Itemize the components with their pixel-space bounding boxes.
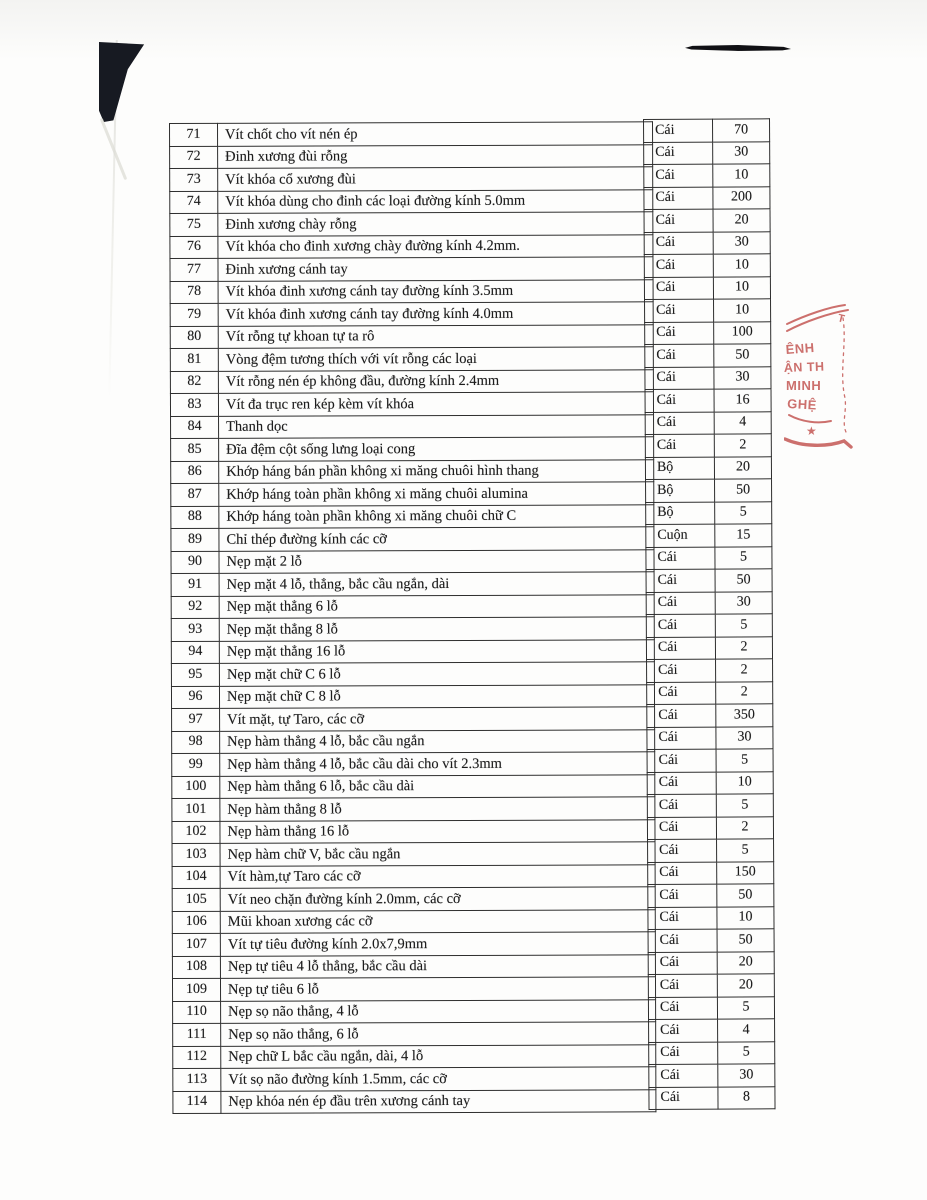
table-row xyxy=(172,729,655,753)
description-cell: Vít sọ não đường kính 1.5mm, các cỡ xyxy=(221,1067,656,1091)
items-table-units xyxy=(643,118,776,1110)
table-row-units xyxy=(647,771,773,794)
row-number-cell: 113 xyxy=(173,1068,221,1091)
unit-cell: Bộ xyxy=(645,457,714,480)
description-cell: Nẹp mặt 4 lỗ, thẳng, bắc cầu ngắn, dài xyxy=(219,572,654,596)
quantity-cell: 10 xyxy=(714,299,771,322)
table-row-units xyxy=(647,726,773,749)
table-row xyxy=(170,189,653,213)
quantity-cell: 20 xyxy=(713,209,770,232)
stamp-top-char: T xyxy=(836,312,846,326)
table-row xyxy=(171,639,654,663)
unit-cell: Cái xyxy=(645,412,714,435)
table-row-units xyxy=(647,749,773,772)
description-cell: Nẹp hàm thẳng 4 lỗ, bắc cầu dài cho vít 2.3mm xyxy=(220,752,655,776)
description-cell: Nẹp mặt thẳng 6 lỗ xyxy=(219,594,654,618)
table-row xyxy=(173,999,656,1023)
table-row xyxy=(172,774,655,798)
table-row-units xyxy=(645,434,771,457)
unit-cell: Cái xyxy=(646,547,715,570)
table-row xyxy=(171,594,654,618)
unit-cell: Cái xyxy=(646,637,715,660)
quantity-cell: 10 xyxy=(713,276,770,299)
table-row xyxy=(170,279,653,303)
table-row-units xyxy=(644,186,770,209)
quantity-cell: 20 xyxy=(717,974,774,997)
table-row xyxy=(171,414,654,438)
description-cell: Nẹp mặt chữ C 8 lỗ xyxy=(219,684,654,708)
description-cell: Nẹp hàm thẳng 6 lỗ, bắc cầu dài xyxy=(220,774,655,798)
row-number-cell: 105 xyxy=(172,888,220,911)
table-row xyxy=(172,864,655,888)
table-row-units xyxy=(645,411,771,434)
description-cell: Vít mặt, tự Taro, các cỡ xyxy=(220,707,655,731)
description-cell: Khớp háng toàn phần không xi măng chuôi chữ C xyxy=(219,504,654,528)
unit-cell: Cái xyxy=(648,974,717,997)
quantity-cell: 50 xyxy=(717,884,774,907)
table-row-units xyxy=(649,1019,775,1042)
row-number-cell: 101 xyxy=(172,798,220,821)
table-row-units xyxy=(648,906,774,929)
unit-cell: Cái xyxy=(645,367,714,390)
scan-corner-artifact xyxy=(99,42,147,122)
table-row-units xyxy=(646,479,772,502)
description-cell: Vít khóa cho đinh xương chày đường kính 4.2mm. xyxy=(218,234,653,258)
table-row xyxy=(171,549,654,573)
red-stamp xyxy=(784,294,868,458)
table-row xyxy=(172,887,655,911)
description-cell: Chỉ thép đường kính các cỡ xyxy=(219,527,654,551)
row-number-cell: 88 xyxy=(171,506,219,529)
description-cell: Nẹp hàm thẳng 4 lỗ, bắc cầu ngắn xyxy=(220,729,655,753)
quantity-cell: 50 xyxy=(715,479,772,502)
row-number-cell: 108 xyxy=(172,956,220,979)
description-cell: Đĩa đệm cột sống lưng loại cong xyxy=(219,437,654,461)
description-cell: Vít hàm,tự Taro các cỡ xyxy=(220,864,655,888)
quantity-cell: 2 xyxy=(716,816,773,839)
row-number-cell: 76 xyxy=(170,236,218,259)
quantity-cell: 20 xyxy=(717,951,774,974)
row-number-cell: 111 xyxy=(173,1023,221,1046)
unit-cell: Cái xyxy=(649,1087,718,1110)
unit-cell: Cái xyxy=(647,772,716,795)
quantity-cell: 5 xyxy=(715,614,772,637)
unit-cell: Cái xyxy=(645,389,714,412)
row-number-cell: 79 xyxy=(170,303,218,326)
unit-cell: Cái xyxy=(647,704,716,727)
table-row xyxy=(172,797,655,821)
stamp-text-fragment: ÊNH xyxy=(785,340,816,357)
quantity-cell: 30 xyxy=(713,231,770,254)
table-row xyxy=(172,932,655,956)
quantity-cell: 16 xyxy=(714,389,771,412)
table-row-units xyxy=(646,546,772,569)
quantity-cell: 10 xyxy=(713,254,770,277)
unit-cell: Cái xyxy=(644,232,713,255)
table-row-units xyxy=(645,366,771,389)
unit-cell: Cái xyxy=(647,749,716,772)
row-number-cell: 71 xyxy=(170,123,218,146)
table-row-units xyxy=(645,389,771,412)
unit-cell: Cái xyxy=(649,1019,718,1042)
table-row xyxy=(171,617,654,641)
table-row-units xyxy=(648,996,774,1019)
table-row xyxy=(173,1044,656,1068)
row-number-cell: 90 xyxy=(171,551,219,574)
table-row-units xyxy=(644,254,770,277)
row-number-cell: 98 xyxy=(172,731,220,754)
row-number-cell: 114 xyxy=(173,1091,221,1114)
description-cell: Nẹp chữ L bắc cầu ngắn, dài, 4 lỗ xyxy=(221,1044,656,1068)
table-row-units xyxy=(644,276,770,299)
table-row xyxy=(170,302,653,326)
table-row-units xyxy=(646,569,772,592)
unit-cell: Cái xyxy=(647,659,716,682)
table-row-units xyxy=(648,861,774,884)
row-number-cell: 80 xyxy=(170,326,218,349)
unit-cell: Cái xyxy=(648,997,717,1020)
table-row xyxy=(173,1089,656,1113)
description-cell: Vít chốt cho vít nén ép xyxy=(218,122,653,146)
description-cell: Nẹp hàm thẳng 8 lỗ xyxy=(220,797,655,821)
table-row xyxy=(170,167,653,191)
table-row-units xyxy=(644,209,770,232)
description-cell: Vít rỗng tự khoan tự ta rô xyxy=(218,324,653,348)
quantity-cell: 50 xyxy=(715,569,772,592)
unit-cell: Cái xyxy=(646,569,715,592)
table-row-units xyxy=(648,839,774,862)
quantity-cell: 5 xyxy=(718,1041,775,1064)
unit-cell: Cái xyxy=(644,142,713,165)
row-number-cell: 102 xyxy=(172,821,220,844)
description-cell: Nẹp hàm chữ V, bắc cầu ngắn xyxy=(220,842,655,866)
table-row xyxy=(172,842,655,866)
row-number-cell: 97 xyxy=(172,708,220,731)
description-cell: Nẹp mặt thẳng 8 lỗ xyxy=(219,617,654,641)
table-row-units xyxy=(647,659,773,682)
table-row-units xyxy=(644,231,770,254)
quantity-cell: 350 xyxy=(716,704,773,727)
table-row-units xyxy=(644,119,770,142)
description-cell: Thanh dọc xyxy=(219,414,654,438)
table-row xyxy=(170,212,653,236)
row-number-cell: 73 xyxy=(170,168,218,191)
unit-cell: Bộ xyxy=(646,502,715,525)
row-number-cell: 89 xyxy=(171,528,219,551)
row-number-cell: 93 xyxy=(171,618,219,641)
quantity-cell: 5 xyxy=(716,749,773,772)
quantity-cell: 30 xyxy=(715,591,772,614)
description-cell: Mũi khoan xương các cỡ xyxy=(220,909,655,933)
unit-cell: Cái xyxy=(646,614,715,637)
description-cell: Nẹp sọ não thẳng, 4 lỗ xyxy=(221,999,656,1023)
table-row xyxy=(170,369,653,393)
quantity-cell: 8 xyxy=(718,1086,775,1109)
description-cell: Nẹp mặt chữ C 6 lỗ xyxy=(219,662,654,686)
row-number-cell: 86 xyxy=(171,461,219,484)
table-row-units xyxy=(645,344,771,367)
scan-bar-artifact xyxy=(685,45,791,52)
row-number-cell: 107 xyxy=(172,933,220,956)
unit-cell: Cái xyxy=(647,817,716,840)
quantity-cell: 5 xyxy=(715,546,772,569)
table-row-units xyxy=(649,1064,775,1087)
table-row-units xyxy=(646,591,772,614)
row-number-cell: 92 xyxy=(171,596,219,619)
unit-cell: Cái xyxy=(645,434,714,457)
table-row-units xyxy=(647,704,773,727)
unit-cell: Cái xyxy=(648,907,717,930)
description-cell: Nẹp hàm thẳng 16 lỗ xyxy=(220,819,655,843)
quantity-cell: 2 xyxy=(716,681,773,704)
row-number-cell: 77 xyxy=(170,258,218,281)
quantity-cell: 100 xyxy=(714,321,771,344)
quantity-cell: 10 xyxy=(713,164,770,187)
quantity-cell: 70 xyxy=(713,119,770,142)
unit-cell: Cái xyxy=(644,119,713,142)
row-number-cell: 83 xyxy=(170,393,218,416)
unit-cell: Cái xyxy=(648,884,717,907)
quantity-cell: 2 xyxy=(716,659,773,682)
unit-cell: Cái xyxy=(647,682,716,705)
row-number-cell: 96 xyxy=(171,686,219,709)
unit-cell: Cái xyxy=(645,344,714,367)
quantity-cell: 5 xyxy=(716,794,773,817)
quantity-cell: 30 xyxy=(716,726,773,749)
stamp-text-fragment: GHỆ xyxy=(786,396,818,413)
quantity-cell: 4 xyxy=(714,411,771,434)
unit-cell: Cái xyxy=(644,187,713,210)
quantity-cell: 5 xyxy=(717,839,774,862)
table-row xyxy=(171,662,654,686)
row-number-cell: 104 xyxy=(172,866,220,889)
table-row xyxy=(170,324,653,348)
table-row xyxy=(171,684,654,708)
table-row-units xyxy=(645,456,771,479)
row-number-cell: 91 xyxy=(171,573,219,596)
star-icon: ★ xyxy=(806,424,817,438)
description-cell: Nẹp tự tiêu 6 lỗ xyxy=(220,977,655,1001)
quantity-cell: 20 xyxy=(714,456,771,479)
table-row-units xyxy=(648,929,774,952)
items-table-body xyxy=(170,122,656,1114)
table-row-units xyxy=(648,884,774,907)
table-row-units xyxy=(646,524,772,547)
table-row xyxy=(173,1022,656,1046)
table-row-units xyxy=(649,1086,775,1109)
description-cell: Vòng đệm tương thích với vít rỗng các loại xyxy=(218,347,653,371)
row-number-cell: 78 xyxy=(170,281,218,304)
unit-cell: Cái xyxy=(648,862,717,885)
table-row xyxy=(170,392,653,416)
row-number-cell: 81 xyxy=(170,348,218,371)
unit-cell: Cái xyxy=(645,322,714,345)
description-cell: Khớp háng toàn phần không xi măng chuôi alumina xyxy=(219,482,654,506)
description-cell: Đinh xương cánh tay xyxy=(218,257,653,281)
row-number-cell: 112 xyxy=(173,1046,221,1069)
quantity-cell: 10 xyxy=(716,771,773,794)
table-row xyxy=(171,527,654,551)
row-number-cell: 94 xyxy=(171,641,219,664)
quantity-cell: 15 xyxy=(715,524,772,547)
table-row xyxy=(170,347,653,371)
description-cell: Đinh xương đùi rỗng xyxy=(218,144,653,168)
table-row-units xyxy=(644,164,770,187)
row-number-cell: 95 xyxy=(171,663,219,686)
quantity-cell: 150 xyxy=(717,861,774,884)
description-cell: Nẹp mặt thẳng 16 lỗ xyxy=(219,639,654,663)
stamp-inner-marks xyxy=(843,318,847,434)
table-row xyxy=(172,707,655,731)
row-number-cell: 99 xyxy=(172,753,220,776)
unit-cell: Cái xyxy=(645,299,714,322)
stamp-text-fragment: ẬN TH xyxy=(784,359,825,375)
quantity-cell: 50 xyxy=(714,344,771,367)
description-cell: Vít đa trục ren kép kèm vít khóa xyxy=(218,392,653,416)
table-row xyxy=(172,909,655,933)
table-row xyxy=(172,977,655,1001)
table-row-units xyxy=(646,614,772,637)
row-number-cell: 84 xyxy=(171,416,219,439)
unit-cell: Cái xyxy=(644,209,713,232)
table-row xyxy=(172,752,655,776)
description-cell: Vít tự tiêu đường kính 2.0x7,9mm xyxy=(220,932,655,956)
stamp-text-fragment: MINH xyxy=(786,378,822,393)
unit-cell: Cái xyxy=(644,164,713,187)
description-cell: Nẹp tự tiêu 4 lỗ thẳng, bắc cầu dài xyxy=(220,954,655,978)
items-table xyxy=(169,121,656,1114)
unit-cell: Cái xyxy=(644,277,713,300)
description-cell: Nẹp khóa nén ép đầu trên xương cánh tay xyxy=(221,1089,656,1113)
quantity-cell: 30 xyxy=(713,141,770,164)
table-row-units xyxy=(648,951,774,974)
items-table-units-body xyxy=(644,119,776,1110)
description-cell: Vít khóa đinh xương cánh tay đường kính 3.5mm xyxy=(218,279,653,303)
quantity-cell: 10 xyxy=(717,906,774,929)
row-number-cell: 74 xyxy=(170,191,218,214)
table-row-units xyxy=(645,321,771,344)
unit-cell: Cái xyxy=(644,254,713,277)
quantity-cell: 50 xyxy=(717,929,774,952)
description-cell: Vít khóa cổ xương đùi xyxy=(218,167,653,191)
unit-cell: Cái xyxy=(649,1042,718,1065)
quantity-cell: 2 xyxy=(715,636,772,659)
unit-cell: Cái xyxy=(649,1064,718,1087)
unit-cell: Cái xyxy=(647,794,716,817)
table-row-units xyxy=(647,816,773,839)
table-row xyxy=(171,459,654,483)
table-row-units xyxy=(647,681,773,704)
quantity-cell: 30 xyxy=(714,366,771,389)
table-row-units xyxy=(646,636,772,659)
unit-cell: Cái xyxy=(646,592,715,615)
row-number-cell: 110 xyxy=(173,1001,221,1024)
row-number-cell: 75 xyxy=(170,213,218,236)
description-cell: Vít rỗng nén ép không đầu, đường kính 2.4mm xyxy=(218,369,653,393)
table-row xyxy=(171,504,654,528)
unit-cell: Cái xyxy=(648,952,717,975)
table-row xyxy=(170,234,653,258)
row-number-cell: 82 xyxy=(170,371,218,394)
description-cell: Vít neo chặn đường kính 2.0mm, các cỡ xyxy=(220,887,655,911)
quantity-cell: 5 xyxy=(715,501,772,524)
row-number-cell: 103 xyxy=(172,843,220,866)
unit-cell: Cái xyxy=(648,839,717,862)
quantity-cell: 5 xyxy=(717,996,774,1019)
description-cell: Nẹp sọ não thẳng, 6 lỗ xyxy=(221,1022,656,1046)
row-number-cell: 72 xyxy=(170,146,218,169)
quantity-cell: 30 xyxy=(718,1064,775,1087)
unit-cell: Cái xyxy=(647,727,716,750)
unit-cell: Cái xyxy=(648,929,717,952)
quantity-cell: 200 xyxy=(713,186,770,209)
row-number-cell: 100 xyxy=(172,776,220,799)
quantity-cell: 2 xyxy=(714,434,771,457)
description-cell: Nẹp mặt 2 lỗ xyxy=(219,549,654,573)
table-row xyxy=(170,122,653,146)
table-row xyxy=(173,1067,656,1091)
table-row xyxy=(171,572,654,596)
description-cell: Khớp háng bán phần không xi măng chuôi hình thang xyxy=(219,459,654,483)
table-row xyxy=(170,257,653,281)
row-number-cell: 106 xyxy=(172,911,220,934)
table-row xyxy=(171,482,654,506)
description-cell: Vít khóa đinh xương cánh tay đường kính 4.0mm xyxy=(218,302,653,326)
table-row xyxy=(171,437,654,461)
table-row-units xyxy=(646,501,772,524)
table-row xyxy=(172,819,655,843)
table-row-units xyxy=(645,299,771,322)
quantity-cell: 4 xyxy=(718,1019,775,1042)
row-number-cell: 85 xyxy=(171,438,219,461)
table-row-units xyxy=(644,141,770,164)
unit-cell: Cuộn xyxy=(646,524,715,547)
description-cell: Đinh xương chày rỗng xyxy=(218,212,653,236)
table-row-units xyxy=(648,974,774,997)
table-row-units xyxy=(649,1041,775,1064)
row-number-cell: 109 xyxy=(172,978,220,1001)
table-row-units xyxy=(647,794,773,817)
unit-cell: Bộ xyxy=(646,479,715,502)
table-row xyxy=(172,954,655,978)
description-cell: Vít khóa dùng cho đinh các loại đường kính 5.0mm xyxy=(218,189,653,213)
row-number-cell: 87 xyxy=(171,483,219,506)
table-row xyxy=(170,144,653,168)
